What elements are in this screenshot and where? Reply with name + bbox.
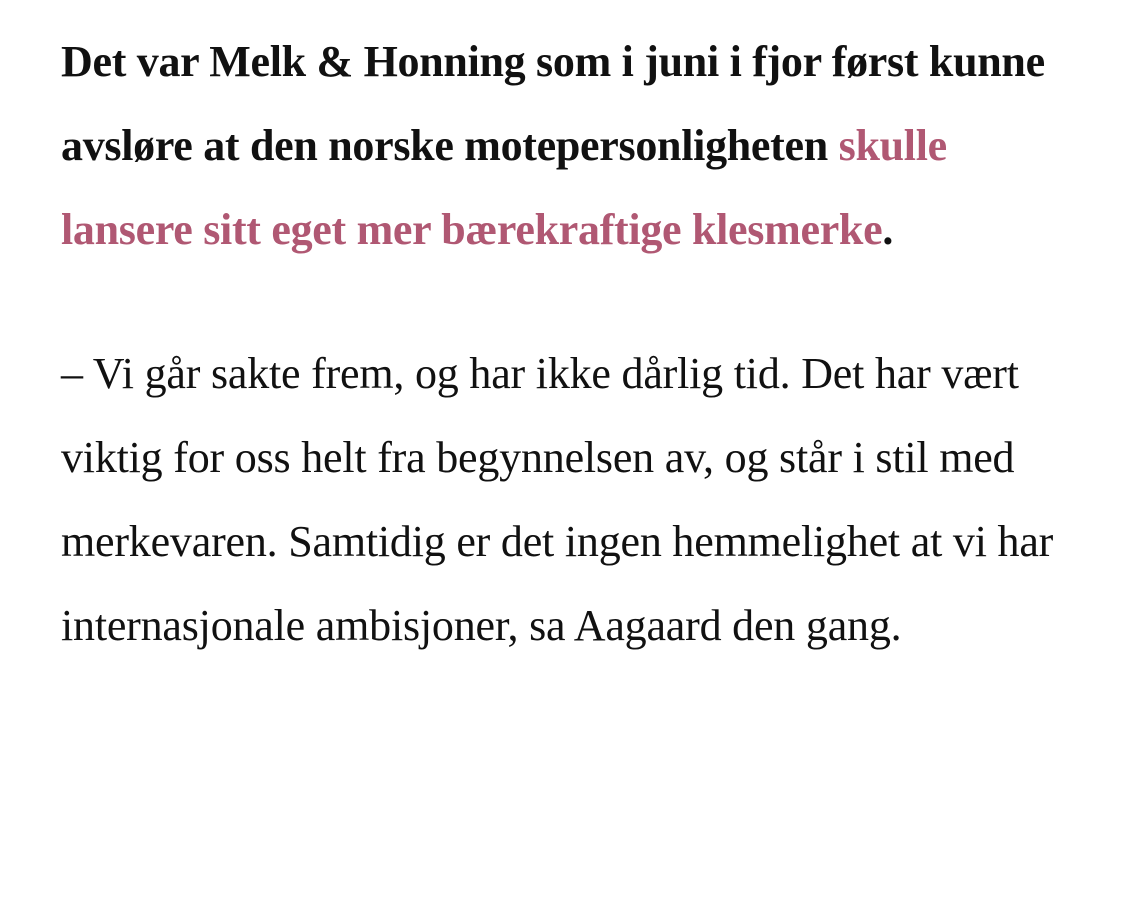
lead-text-before: Det var Melk & Honning som i juni i fjor først kunne avsløre at den norske motepersonligheten [61, 37, 1045, 170]
lead-text-after: . [882, 205, 894, 254]
article-body [61, 20, 1071, 668]
lead-paragraph [61, 20, 1071, 272]
quote-paragraph: – Vi går sakte frem, og har ikke dårlig tid. Det har vært viktig for oss helt fra begynnelsen av, og står i stil med merkevaren. Samtidig er det ingen hemmelighet at vi har internasjonale ambisjoner, sa Aagaard den gang. [61, 349, 1054, 650]
lead-inline-link[interactable]: skulle lansere sitt eget mer bærekraftige klesmerke [61, 121, 947, 254]
